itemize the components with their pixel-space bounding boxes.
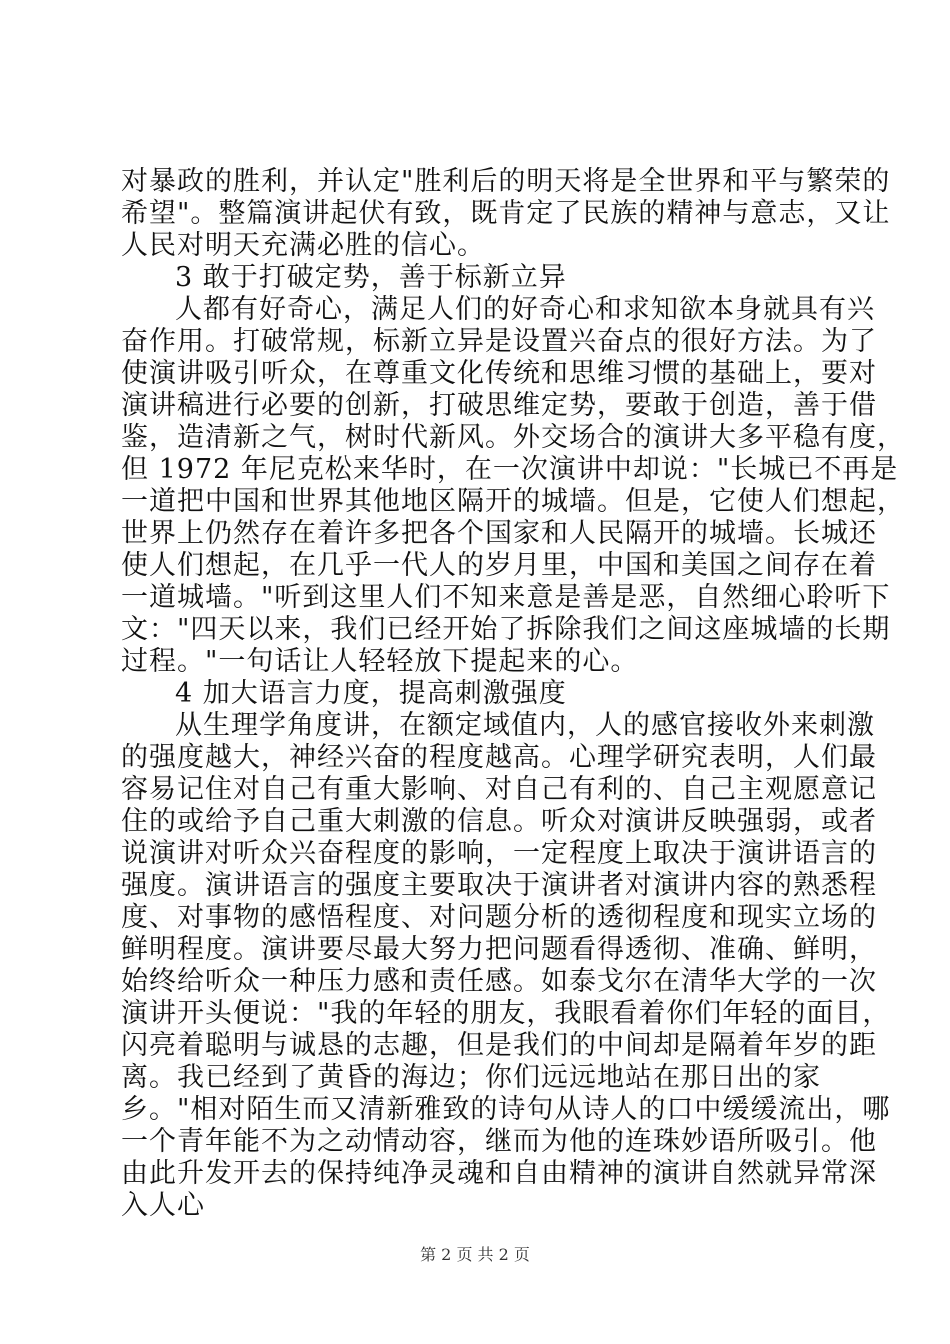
- text-line: 人都有好奇心，满足人们的好奇心和求知欲本身就具有兴: [175, 294, 875, 325]
- text-line: 住的或给予自己重大刺激的信息。听众对演讲反映强弱，或者: [121, 806, 877, 837]
- text-line: 一个青年能不为之动情动容，继而为他的连珠妙语所吸引。他: [121, 1126, 877, 1157]
- text-line: 容易记住对自己有重大影响、对自己有利的、自己主观愿意记: [121, 774, 877, 805]
- text-line: 一道城墙。"听到这里人们不知来意是善是恶，自然细心聆听下: [121, 582, 891, 613]
- text-line: 离。我已经到了黄昏的海边；你们远远地站在那日出的家: [121, 1062, 821, 1093]
- text-line: 鲜明程度。演讲要尽最大努力把问题看得透彻、准确、鲜明，: [121, 934, 877, 965]
- text-line: 奋作用。打破常规，标新立异是设置兴奋点的很好方法。为了: [121, 326, 877, 357]
- text-line: 演讲稿进行必要的创新，打破思维定势，要敢于创造，善于借: [121, 390, 877, 421]
- text-line: 的强度越大，神经兴奋的程度越高。心理学研究表明，人们最: [121, 742, 877, 773]
- text-line: 希望"。整篇演讲起伏有致，既肯定了民族的精神与意志，又让: [121, 198, 891, 229]
- text-line: 对暴政的胜利，并认定"胜利后的明天将是全世界和平与繁荣的: [121, 166, 891, 197]
- text-line: 一道把中国和世界其他地区隔开的城墙。但是，它使人们想起，: [121, 486, 905, 517]
- text-line: 由此升发开去的保持纯净灵魂和自由精神的演讲自然就异常深: [121, 1158, 877, 1189]
- text-line: 鉴，造清新之气，树时代新风。外交场合的演讲大多平稳有度，: [121, 422, 905, 453]
- text-line: 闪亮着聪明与诚恳的志趣，但是我们的中间却是隔着年岁的距: [121, 1030, 877, 1061]
- page-footer: [0, 1242, 950, 1265]
- text-line: 演讲开头便说："我的年轻的朋友，我眼看着你们年轻的面目，: [121, 998, 891, 1029]
- text-line: 度、对事物的感悟程度、对问题分析的透彻程度和现实立场的: [121, 902, 877, 933]
- text-line: 人民对明天充满必胜的信心。: [121, 230, 485, 261]
- text-line: 世界上仍然存在着许多把各个国家和人民隔开的城墙。长城还: [121, 518, 877, 549]
- text-line: 但 1972 年尼克松来华时，在一次演讲中却说："长城已不再是: [121, 454, 899, 485]
- section-heading-3: 3 敢于打破定势，善于标新立异: [175, 262, 567, 293]
- text-line: 乡。"相对陌生而又清新雅致的诗句从诗人的口中缓缓流出，哪: [121, 1094, 891, 1125]
- text-line: 从生理学角度讲，在额定域值内，人的感官接收外来刺激: [175, 710, 875, 741]
- text-line: 强度。演讲语言的强度主要取决于演讲者对演讲内容的熟悉程: [121, 870, 877, 901]
- text-line: 入人心: [121, 1190, 205, 1221]
- text-line: 过程。"一句话让人轻轻放下提起来的心。: [121, 646, 639, 677]
- document-body: [121, 166, 905, 1222]
- section-heading-4: 4 加大语言力度，提高刺激强度: [175, 678, 567, 709]
- text-line: 说演讲对听众兴奋程度的影响，一定程度上取决于演讲语言的: [121, 838, 877, 869]
- page-number: 第 2 页 共 2 页: [420, 1245, 530, 1264]
- text-line: 文："四天以来，我们已经开始了拆除我们之间这座城墙的长期: [121, 614, 891, 645]
- text-line: 始终给听众一种压力感和责任感。如泰戈尔在清华大学的一次: [121, 966, 877, 997]
- text-line: 使演讲吸引听众，在尊重文化传统和思维习惯的基础上，要对: [121, 358, 877, 389]
- text-line: 使人们想起，在几乎一代人的岁月里，中国和美国之间存在着: [121, 550, 877, 581]
